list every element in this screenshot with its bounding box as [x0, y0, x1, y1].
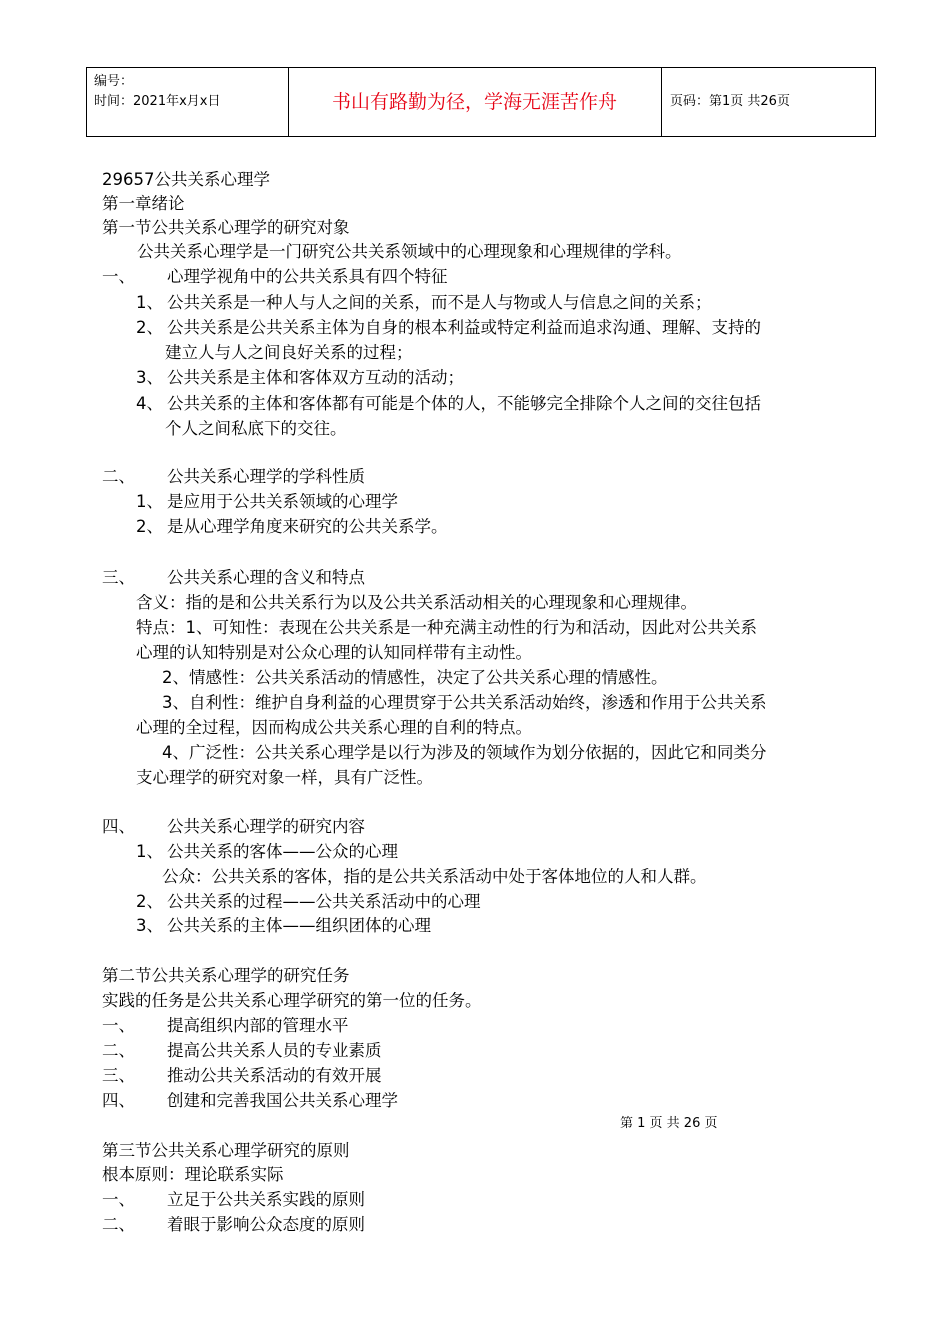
- list-marker: 一、: [102, 1016, 135, 1035]
- section-2-title: 第二节公共关系心理学的研究任务: [102, 966, 350, 985]
- list-item-continuation: 个人之间私底下的交往。: [165, 419, 347, 438]
- list-marker: 3、: [136, 916, 163, 935]
- header-divider: [661, 68, 662, 136]
- motto: 书山有路勤为径，学海无涯苦作舟: [331, 91, 617, 113]
- point-2-title: 公共关系心理学的学科性质: [167, 467, 365, 486]
- date-field: 时间：2021年x月x日: [94, 94, 221, 109]
- list-marker: 2、: [136, 892, 163, 911]
- list-marker: 2、: [136, 318, 163, 337]
- paragraph-line: 心理的全过程，因而构成公共关系心理的自利的特点。: [136, 718, 532, 737]
- list-item: 创建和完善我国公共关系心理学: [167, 1091, 398, 1110]
- list-item: 公共关系是主体和客体双方互动的活动；: [167, 368, 464, 387]
- point-4-marker: 四、: [102, 817, 135, 836]
- list-item: 公共关系的过程——公共关系活动中的心理: [167, 892, 481, 911]
- list-marker: 4、: [136, 394, 163, 413]
- list-item: 着眼于影响公众态度的原则: [167, 1215, 365, 1234]
- paragraph-line: 支心理学的研究对象一样，具有广泛性。: [136, 768, 433, 787]
- list-note: 公众：公共关系的客体，指的是公共关系活动中处于客体地位的人和人群。: [162, 867, 707, 886]
- header-divider: [875, 68, 876, 136]
- point-3-marker: 三、: [102, 568, 135, 587]
- paragraph-line: 4、广泛性：公共关系心理学是以行为涉及的领域作为划分依据的，因此它和同类分: [162, 743, 767, 762]
- list-item: 立足于公共关系实践的原则: [167, 1190, 365, 1209]
- list-marker: 四、: [102, 1091, 135, 1110]
- header-meta: [94, 72, 220, 112]
- list-item-continuation: 建立人与人之间良好关系的过程；: [165, 343, 413, 362]
- page-footer: 第 1 页 共 26 页: [620, 1116, 718, 1131]
- list-item: 公共关系的客体——公众的心理: [167, 842, 398, 861]
- paragraph-line: 心理的认知特别是对公众心理的认知同样带有主动性。: [136, 643, 532, 662]
- point-1-marker: 一、: [102, 267, 135, 286]
- list-marker: 2、: [136, 517, 163, 536]
- chapter-title: 第一章绪论: [102, 194, 185, 213]
- section-2-intro: 实践的任务是公共关系心理学研究的第一位的任务。: [102, 991, 482, 1010]
- list-marker: 3、: [136, 368, 163, 387]
- course-title: 29657公共关系心理学: [102, 170, 270, 189]
- header-divider: [86, 68, 87, 136]
- list-item: 公共关系的主体——组织团体的心理: [167, 916, 431, 935]
- list-marker: 三、: [102, 1066, 135, 1085]
- list-item: 公共关系是一种人与人之间的关系，而不是人与物或人与信息之间的关系；: [167, 293, 712, 312]
- paragraph-line: 含义：指的是和公共关系行为以及公共关系活动相关的心理现象和心理规律。: [136, 593, 697, 612]
- list-item: 是从心理学角度来研究的公共关系学。: [167, 517, 448, 536]
- serial-number: 编号：: [94, 74, 134, 89]
- point-4-title: 公共关系心理学的研究内容: [167, 817, 365, 836]
- list-item: 提高组织内部的管理水平: [167, 1016, 349, 1035]
- list-item: 公共关系是公共关系主体为自身的根本利益或特定利益而追求沟通、理解、支持的: [167, 318, 761, 337]
- list-marker: 二、: [102, 1041, 135, 1060]
- point-1-title: 心理学视角中的公共关系具有四个特征: [167, 267, 448, 286]
- list-item: 是应用于公共关系领域的心理学: [167, 492, 398, 511]
- paragraph-line: 特点：1、可知性：表现在公共关系是一种充满主动性的行为和活动，因此对公共关系: [136, 618, 757, 637]
- paragraph-line: 3、自利性：维护自身利益的心理贯穿于公共关系活动始终，渗透和作用于公共关系: [162, 693, 767, 712]
- list-item: 推动公共关系活动的有效开展: [167, 1066, 382, 1085]
- page-indicator: 页码：第1页 共26页: [670, 94, 790, 109]
- definition: 公共关系心理学是一门研究公共关系领域中的心理现象和心理规律的学科。: [137, 242, 682, 261]
- section-1-title: 第一节公共关系心理学的研究对象: [102, 218, 350, 237]
- section-3-title: 第三节公共关系心理学研究的原则: [102, 1141, 350, 1160]
- list-marker: 一、: [102, 1190, 135, 1209]
- list-item: 公共关系的主体和客体都有可能是个体的人，不能够完全排除个人之间的交往包括: [167, 394, 761, 413]
- point-3-title: 公共关系心理的含义和特点: [167, 568, 365, 587]
- list-marker: 二、: [102, 1215, 135, 1234]
- list-item: 提高公共关系人员的专业素质: [167, 1041, 382, 1060]
- list-marker: 1、: [136, 293, 163, 312]
- list-marker: 1、: [136, 492, 163, 511]
- paragraph-line: 2、情感性：公共关系活动的情感性，决定了公共关系心理的情感性。: [162, 668, 668, 687]
- section-3-intro: 根本原则：理论联系实际: [102, 1165, 284, 1184]
- point-2-marker: 二、: [102, 467, 135, 486]
- list-marker: 1、: [136, 842, 163, 861]
- header-table: [86, 67, 876, 137]
